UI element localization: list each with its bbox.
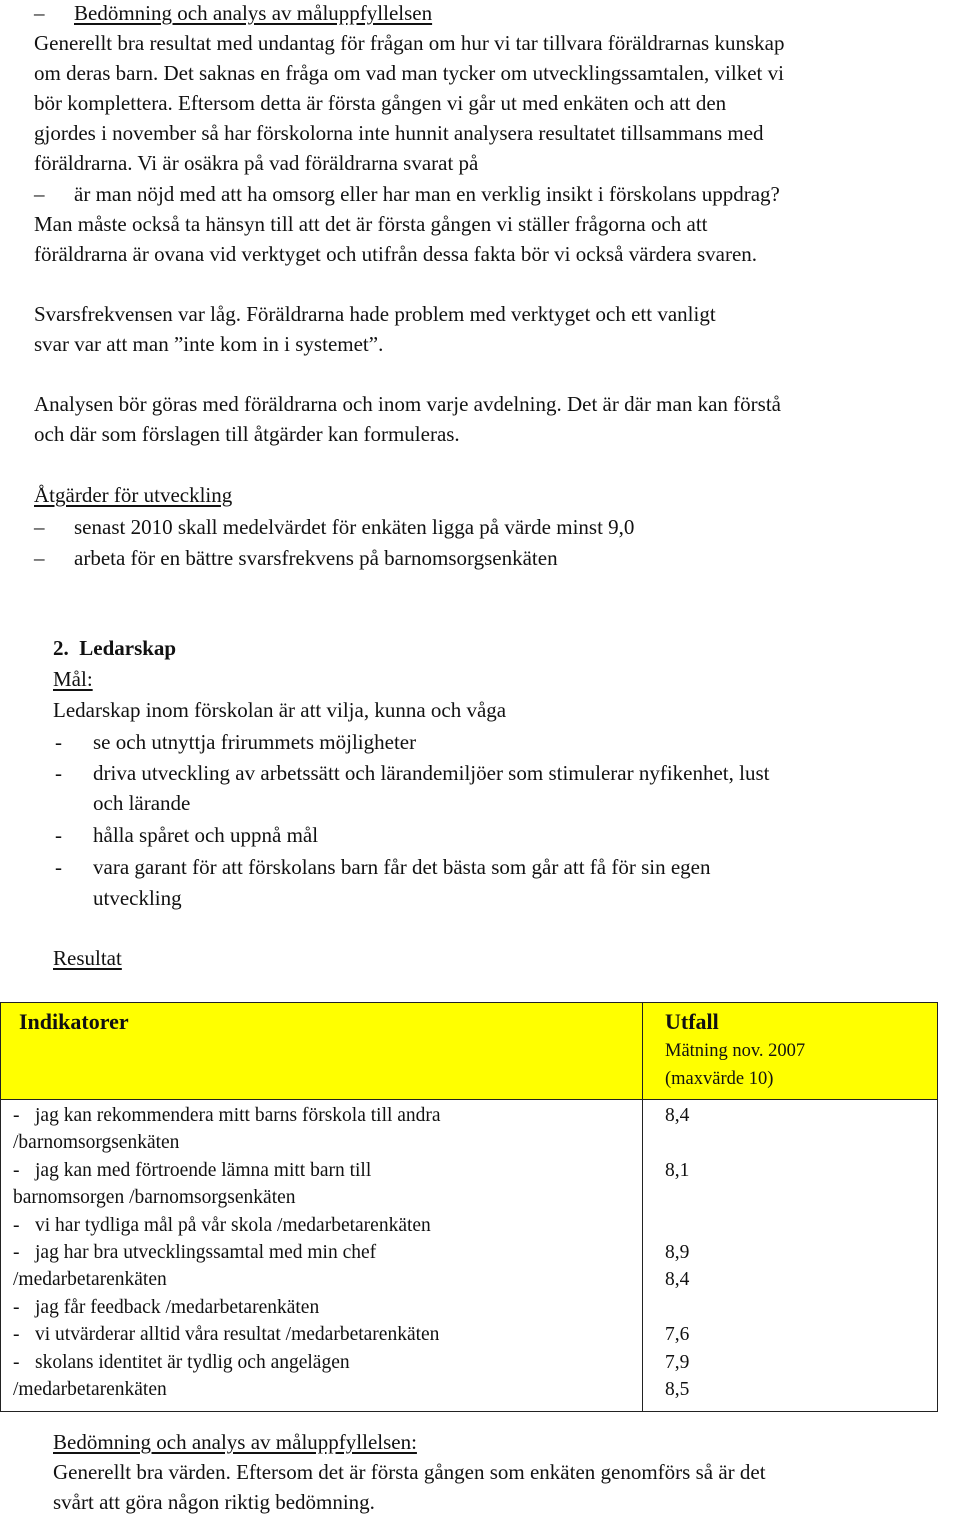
text-line: om deras barn. Det saknas en fråga om vad man tycker om utvecklingssamtalen, vilket vi <box>34 61 784 85</box>
goal-text: och lärande <box>93 791 191 815</box>
header-outcome: Utfall <box>665 1009 719 1034</box>
hyphen-marker: - <box>13 1214 20 1236</box>
indicator-text: jag kan rekommendera mitt barns förskola till andra <box>35 1105 441 1126</box>
hyphen-marker: - <box>13 1242 20 1264</box>
assessment-heading: Bedömning och analys av måluppfyllelsen <box>74 1 433 25</box>
table-row <box>13 1349 642 1376</box>
text-line: bör komplettera. Eftersom detta är första gången vi går ut med enkäten och att den <box>34 91 727 115</box>
indicator-continuation: /medarbetarenkäten <box>13 1269 167 1291</box>
text-line: Generellt bra värden. Eftersom det är första gången som enkäten genomförs så är det <box>53 1460 766 1484</box>
goal-text: hålla spåret och uppnå mål <box>93 823 319 847</box>
dash-marker: – <box>34 182 45 206</box>
list-item <box>0 512 960 542</box>
indicator-text: jag har bra utvecklingssamtal med min chef <box>35 1242 377 1264</box>
text-line: föräldrarna. Vi är osäkra på vad föräldrarna svarat på <box>34 151 479 175</box>
dash-marker: – <box>34 546 45 570</box>
goal-intro: Ledarskap inom förskolan är att vilja, kunna och våga <box>53 698 507 722</box>
actions-heading: Åtgärder för utveckling <box>34 483 233 507</box>
list-item <box>0 543 960 573</box>
indicator-continuation: barnomsorgen /barnomsorgsenkäten <box>13 1187 296 1209</box>
indicator-continuation: /barnomsorgsenkäten <box>13 1132 180 1154</box>
indicator-text: skolans identitet är tydlig och angelägen <box>35 1351 350 1373</box>
table-row <box>13 1212 642 1239</box>
indicator-text: jag kan med förtroende lämna mitt barn till <box>35 1159 372 1181</box>
values-cell <box>643 1100 938 1412</box>
indicators-cell <box>1 1100 643 1412</box>
goal-label: Mål: <box>53 667 93 691</box>
table-row <box>13 1239 642 1266</box>
list-item <box>0 727 960 757</box>
hyphen-marker: - <box>13 1105 20 1126</box>
text-line: är man nöjd med att ha omsorg eller har man en verklig insikt i förskolans uppdrag? <box>74 182 780 206</box>
text-line: svårt att göra någon riktig bedömning. <box>53 1490 375 1514</box>
hyphen-marker: - <box>13 1296 20 1318</box>
list-item <box>0 852 960 882</box>
bottom-assessment-heading: Bedömning och analys av måluppfyllelsen: <box>53 1430 417 1454</box>
goal-text: vara garant för att förskolans barn får det bästa som går att få för sin egen <box>93 855 711 879</box>
outcome-value: 8,4 <box>665 1105 690 1126</box>
hyphen-marker: - <box>55 730 62 754</box>
outcome-value: 8,5 <box>665 1378 690 1400</box>
list-item <box>0 820 960 850</box>
header-indicators: Indikatorer <box>19 1009 129 1034</box>
header-max: (maxvärde 10) <box>665 1069 774 1089</box>
outcome-value: 8,9 <box>665 1241 690 1263</box>
action-text: senast 2010 skall medelvärdet för enkäten ligga på värde minst 9,0 <box>74 515 635 539</box>
table-row <box>13 1321 642 1348</box>
section-heading <box>53 633 176 663</box>
result-label: Resultat <box>53 946 122 970</box>
outcome-value: 8,4 <box>665 1269 690 1291</box>
hyphen-marker: - <box>55 823 62 847</box>
table-body-row <box>1 1100 938 1412</box>
list-item-continuation <box>0 883 960 913</box>
assessment-heading-line <box>0 0 960 28</box>
table-row <box>13 1157 642 1184</box>
indicator-text: jag får feedback /medarbetarenkäten <box>35 1296 320 1318</box>
table-header-row <box>1 1003 938 1100</box>
table-row <box>13 1102 642 1129</box>
section-number: 2. <box>53 636 69 660</box>
goal-text: utveckling <box>93 886 182 910</box>
list-item-continuation <box>0 788 960 818</box>
outcome-value: 7,9 <box>665 1351 690 1373</box>
dash-marker: – <box>34 515 45 539</box>
text-line-dashed <box>0 179 960 209</box>
outcome-value: 8,1 <box>665 1159 690 1181</box>
outcome-value <box>665 1129 937 1156</box>
text-line: och där som förslagen till åtgärder kan formuleras. <box>34 422 460 446</box>
action-text: arbeta för en bättre svarsfrekvens på barnomsorgsenkäten <box>74 546 558 570</box>
text-line: föräldrarna är ovana vid verktyget och utifrån dessa fakta bör vi också värdera svaren. <box>34 242 758 266</box>
text-line: gjordes i november så har förskolorna inte hunnit analysera resultatet tillsammans med <box>34 121 764 145</box>
text-line: Generellt bra resultat med undantag för frågan om hur vi tar tillvara föräldrarnas kunskap <box>34 31 785 55</box>
text-line: Svarsfrekvensen var låg. Föräldrarna hade problem med verktyget och ett vanligt <box>34 302 716 326</box>
hyphen-marker: - <box>13 1351 20 1373</box>
outcome-value <box>665 1184 937 1211</box>
hyphen-marker: - <box>55 761 62 785</box>
indicator-text: vi har tydliga mål på vår skola /medarbetarenkäten <box>35 1214 431 1236</box>
text-line: svar var att man ”inte kom in i systemet”. <box>34 332 384 356</box>
hyphen-marker: - <box>55 855 62 879</box>
goal-text: driva utveckling av arbetssätt och lärandemiljöer som stimulerar nyfikenhet, lust <box>93 761 770 785</box>
indicator-continuation: /medarbetarenkäten <box>13 1379 167 1401</box>
header-cell-indicators <box>1 1003 643 1100</box>
hyphen-marker: - <box>13 1159 20 1181</box>
outcome-value <box>665 1212 937 1239</box>
table-row <box>13 1294 642 1321</box>
dash-marker: – <box>34 1 45 25</box>
header-cell-outcome <box>643 1003 938 1100</box>
section-title: Ledarskap <box>79 636 177 660</box>
goal-text: se och utnyttja frirummets möjligheter <box>93 730 417 754</box>
list-item <box>0 758 960 788</box>
text-line: Man måste också ta hänsyn till att det är första gången vi ställer frågorna och att <box>34 212 708 236</box>
header-measure: Mätning nov. 2007 <box>665 1041 806 1061</box>
hyphen-marker: - <box>13 1324 20 1346</box>
indicators-table <box>0 1002 938 1412</box>
indicator-text: vi utvärderar alltid våra resultat /medarbetarenkäten <box>35 1324 440 1346</box>
outcome-value <box>665 1294 937 1321</box>
text-line: Analysen bör göras med föräldrarna och inom varje avdelning. Det är där man kan förstå <box>34 392 781 416</box>
outcome-value: 7,6 <box>665 1324 690 1346</box>
